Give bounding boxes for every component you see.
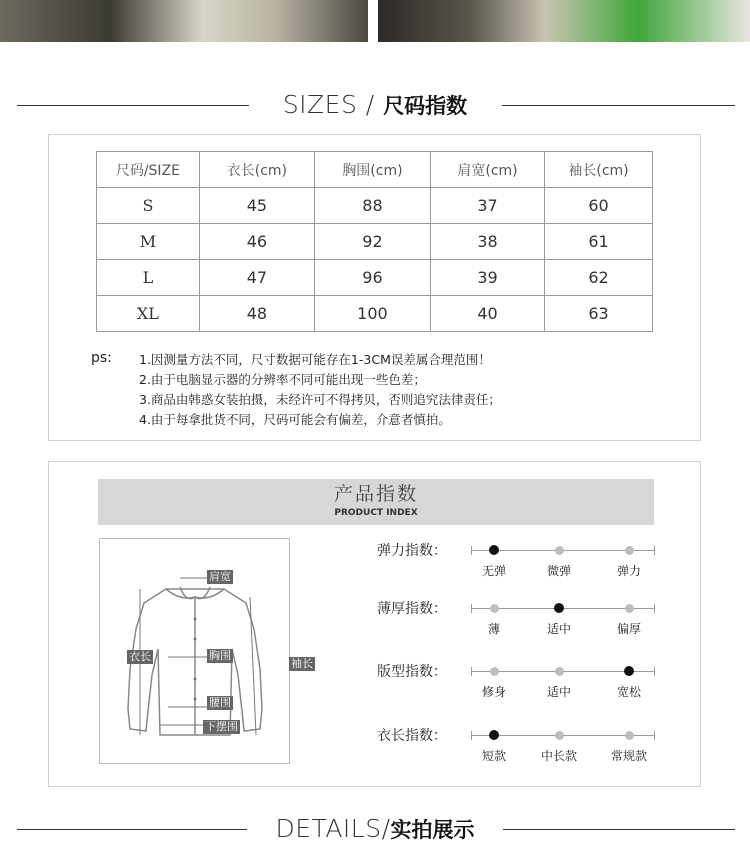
- length-cell: 48: [199, 296, 314, 332]
- scale-option-label: 适中: [546, 622, 572, 636]
- label-chest: 胸围: [209, 649, 231, 662]
- length-cell: 47: [199, 260, 314, 296]
- product-index-panel: [48, 461, 701, 787]
- note-item: 3.商品由韩惑女装拍摄，未经许可不得拷贝，否则追究法律责任；: [139, 392, 501, 407]
- index-label: 弹力指数：: [377, 543, 447, 559]
- scale-dot-icon: [490, 604, 499, 613]
- shirt-measurement-diagram: [99, 538, 313, 764]
- sleeve-cell: 61: [545, 224, 653, 260]
- scale-end-cap: [654, 604, 655, 613]
- product-index-title-zh: 产品指数: [333, 483, 418, 505]
- scale-option-label: 宽松: [616, 685, 642, 699]
- shoulder-cell: 40: [430, 296, 544, 332]
- scale-end-cap: [654, 731, 655, 740]
- chest-cell: 92: [314, 224, 430, 260]
- index-scale: [471, 727, 655, 763]
- shoulder-cell: 39: [430, 260, 544, 296]
- label-waist: 腰围: [209, 696, 231, 709]
- index-row: [377, 542, 677, 582]
- scale-option-label: 常规款: [610, 749, 648, 763]
- label-shoulder: 肩宽: [209, 570, 231, 583]
- shoulder-cell: 37: [430, 188, 544, 224]
- selected-dot-icon: [554, 603, 564, 613]
- chest-cell: 100: [314, 296, 430, 332]
- scale-end-cap: [654, 546, 655, 555]
- product-photo-strip: [0, 0, 750, 42]
- table-row: [97, 296, 653, 332]
- scale-end-cap: [654, 667, 655, 676]
- sleeve-cell: 62: [545, 260, 653, 296]
- scale-option-label: 适中: [546, 685, 572, 699]
- scale-dot-icon: [625, 604, 634, 613]
- selected-dot-icon: [489, 545, 499, 555]
- sizes-title-separator: /: [357, 90, 384, 119]
- size-table: [96, 151, 653, 332]
- index-row: [377, 727, 677, 767]
- size-cell: S: [97, 188, 200, 224]
- scale-dot-icon: [625, 546, 634, 555]
- table-row: [97, 188, 653, 224]
- column-header-sleeve: 袖长(cm): [545, 152, 653, 188]
- index-scale: [471, 663, 655, 699]
- size-table-header-row: [97, 152, 653, 188]
- scale-option-label: 弹力: [616, 564, 642, 578]
- table-row: [97, 260, 653, 296]
- scale-option-label: 短款: [481, 749, 507, 763]
- size-cell: XL: [97, 296, 200, 332]
- chest-cell: 96: [314, 260, 430, 296]
- scale-option-label: 修身: [481, 685, 507, 699]
- sizes-title-en: SIZES: [282, 90, 358, 119]
- sleeve-cell: 60: [545, 188, 653, 224]
- note-item: 4.由于每拿批货不同，尺码可能会有偏差，介意者慎拍。: [139, 412, 451, 427]
- product-photo-right: [378, 0, 750, 42]
- scale-dot-icon: [490, 667, 499, 676]
- scale-end-cap: [471, 731, 472, 740]
- ps-label: ps:: [91, 350, 112, 366]
- shoulder-cell: 38: [430, 224, 544, 260]
- chest-cell: 88: [314, 188, 430, 224]
- note-item: 2.由于电脑显示器的分辨率不同可能出现一些色差；: [139, 372, 426, 387]
- column-header-chest: 胸围(cm): [314, 152, 430, 188]
- sizes-section-header: [0, 88, 750, 122]
- table-row: [97, 224, 653, 260]
- selected-dot-icon: [489, 730, 499, 740]
- size-chart-panel: [48, 134, 701, 441]
- scale-option-label: 无弹: [481, 564, 507, 578]
- details-section-header: [0, 812, 750, 846]
- scale-dot-icon: [555, 546, 564, 555]
- index-row: [377, 663, 677, 703]
- scale-dot-icon: [555, 731, 564, 740]
- sleeve-cell: 63: [545, 296, 653, 332]
- length-cell: 45: [199, 188, 314, 224]
- product-photo-left: [0, 0, 368, 42]
- details-title-en: DETAILS/: [275, 814, 391, 843]
- scale-option-label: 偏厚: [616, 622, 642, 636]
- scale-end-cap: [471, 546, 472, 555]
- product-index-title-en: PRODUCT INDEX: [334, 508, 418, 518]
- scale-dot-icon: [555, 667, 564, 676]
- details-title-zh: 实拍展示: [390, 818, 475, 842]
- label-length: 衣长: [129, 650, 151, 663]
- product-index-banner: [98, 479, 654, 525]
- size-cell: M: [97, 224, 200, 260]
- scale-dot-icon: [625, 731, 634, 740]
- sizes-title-zh: 尺码指数: [383, 94, 468, 118]
- scale-option-label: 微弹: [546, 564, 572, 578]
- index-label: 衣长指数：: [377, 728, 447, 744]
- label-sleeve: 袖长: [291, 657, 313, 670]
- scale-option-label: 中长款: [540, 749, 578, 763]
- index-label: 薄厚指数：: [377, 601, 447, 617]
- scale-option-label: 薄: [487, 622, 501, 636]
- column-header-size: 尺码/SIZE: [97, 152, 200, 188]
- size-cell: L: [97, 260, 200, 296]
- column-header-length: 衣长(cm): [199, 152, 314, 188]
- label-hem: 下摆围: [205, 720, 238, 733]
- column-header-shoulder: 肩宽(cm): [430, 152, 544, 188]
- index-row: [377, 600, 677, 640]
- scale-end-cap: [471, 667, 472, 676]
- length-cell: 46: [199, 224, 314, 260]
- selected-dot-icon: [624, 666, 634, 676]
- index-scale: [471, 600, 655, 636]
- index-scale: [471, 542, 655, 578]
- note-item: 1.因测量方法不同，尺寸数据可能存在1-3CM误差属合理范围！: [139, 352, 491, 367]
- index-label: 版型指数：: [377, 664, 447, 680]
- scale-end-cap: [471, 604, 472, 613]
